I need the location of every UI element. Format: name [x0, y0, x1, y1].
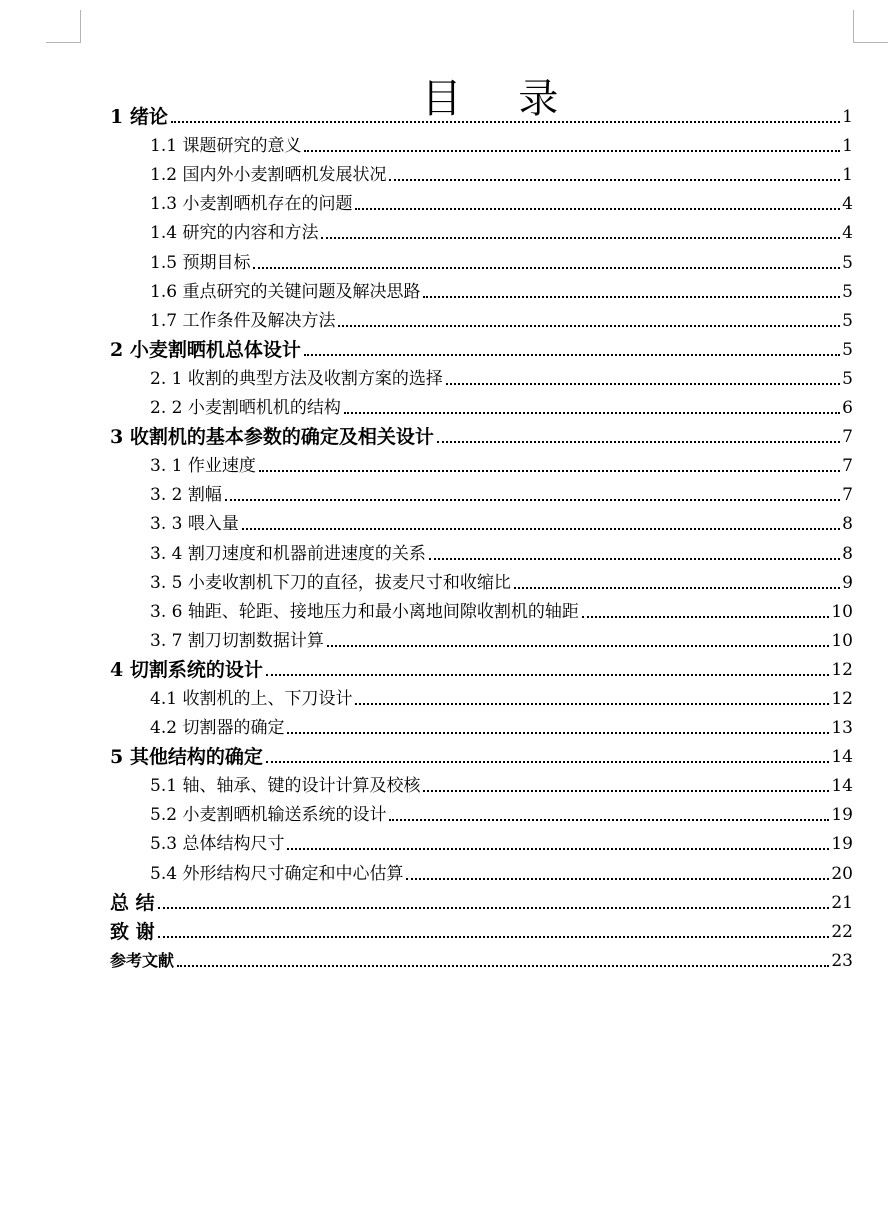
toc-entry-label: 1.2 国内外小麦割晒机发展状况 [150, 165, 387, 186]
toc-entry[interactable] [110, 479, 853, 508]
toc-dot-leader [321, 237, 840, 239]
toc-entry-label: 5.3 总体结构尺寸 [150, 834, 285, 855]
toc-entry-label: 5 其他结构的确定 [110, 746, 263, 769]
toc-entry-page-number: 9 [842, 572, 853, 593]
toc-entry[interactable] [110, 828, 853, 857]
toc-entry-page-number: 14 [831, 776, 853, 797]
toc-entry-label: 3. 7 割刀切割数据计算 [150, 630, 324, 651]
toc-entry-page-number: 10 [831, 601, 853, 622]
toc-dot-leader [287, 732, 829, 734]
toc-entry[interactable] [110, 276, 853, 305]
toc-entry-page-number: 10 [831, 630, 853, 651]
toc-entry[interactable] [110, 159, 853, 188]
toc-entry-page-number: 8 [842, 514, 853, 535]
toc-entry[interactable] [110, 130, 853, 159]
toc-dot-leader [304, 150, 840, 152]
toc-entry-page-number: 21 [831, 892, 853, 913]
toc-entry-label: 3. 5 小麦收割机下刀的直径，拔麦尺寸和收缩比 [150, 572, 511, 593]
toc-entry-label: 4.2 切割器的确定 [150, 718, 285, 739]
toc-dot-leader [406, 878, 829, 880]
toc-entry-label: 5.4 外形结构尺寸确定和中心估算 [150, 863, 404, 884]
toc-entry-page-number: 5 [842, 339, 853, 360]
toc-entry-page-number: 13 [831, 718, 853, 739]
toc-entry-page-number: 7 [842, 485, 853, 506]
toc-dot-leader [266, 761, 830, 763]
toc-entry-label: 4 切割系统的设计 [110, 658, 263, 681]
toc-dot-leader [389, 179, 840, 181]
toc-entry[interactable] [110, 334, 853, 363]
toc-entry-page-number: 7 [842, 427, 853, 448]
toc-entry-label: 1.6 重点研究的关键问题及解决思路 [150, 281, 421, 302]
crop-mark-top-left [46, 10, 81, 43]
toc-dot-leader [327, 645, 830, 647]
toc-entry-label: 3. 4 割刀速度和机器前进速度的关系 [150, 543, 426, 564]
toc-entry[interactable] [110, 799, 853, 828]
toc-entry-label: 1.4 研究的内容和方法 [150, 223, 319, 244]
toc-entry[interactable] [110, 887, 853, 916]
toc-dot-leader [423, 296, 840, 298]
toc-entry-page-number: 20 [831, 863, 853, 884]
toc-entry[interactable] [110, 392, 853, 421]
toc-entry-label: 5.2 小麦割晒机输送系统的设计 [150, 805, 387, 826]
toc-entry-label: 3. 2 割幅 [150, 485, 222, 506]
toc-entry[interactable] [110, 770, 853, 799]
toc-entry[interactable] [110, 217, 853, 246]
toc-entry[interactable] [110, 683, 853, 712]
toc-entry-page-number: 7 [842, 456, 853, 477]
page-title: 目 录 [421, 75, 581, 122]
toc-entry-label: 2 小麦割晒机总体设计 [110, 338, 301, 361]
toc-entry-label: 3. 3 喂入量 [150, 514, 239, 535]
toc-dot-leader [171, 121, 840, 123]
toc-dot-leader [225, 499, 840, 501]
toc-entry-page-number: 12 [831, 659, 853, 680]
toc-entry[interactable] [110, 945, 853, 974]
toc-entry-page-number: 12 [831, 688, 853, 709]
toc-dot-leader [338, 325, 840, 327]
toc-entry-label: 1.7 工作条件及解决方法 [150, 310, 336, 331]
toc-entry[interactable] [110, 567, 853, 596]
toc-entry[interactable] [110, 712, 853, 741]
toc-entry-label: 3. 6 轴距、轮距、接地压力和最小离地间隙收割机的轴距 [150, 601, 579, 622]
toc-entry[interactable] [110, 625, 853, 654]
toc-dot-leader [423, 790, 829, 792]
toc-entry-page-number: 5 [842, 310, 853, 331]
toc-dot-leader [158, 907, 830, 909]
toc-entry-label: 2. 1 收割的典型方法及收割方案的选择 [150, 368, 443, 389]
toc-entry-page-number: 14 [831, 747, 853, 768]
toc-entry-label: 1.5 预期目标 [150, 252, 251, 273]
table-of-contents [110, 101, 853, 974]
toc-entry[interactable] [110, 246, 853, 275]
crop-mark-top-right [853, 10, 888, 43]
toc-entry-label: 总 结 [110, 891, 155, 914]
toc-entry[interactable] [110, 305, 853, 334]
toc-entry-page-number: 19 [831, 834, 853, 855]
toc-entry-page-number: 5 [842, 281, 853, 302]
toc-entry-page-number: 5 [842, 252, 853, 273]
toc-entry-label: 1.1 课题研究的意义 [150, 136, 302, 157]
toc-dot-leader [514, 587, 840, 589]
toc-entry-page-number: 8 [842, 543, 853, 564]
toc-entry-label: 1.3 小麦割晒机存在的问题 [150, 194, 353, 215]
toc-entry[interactable] [110, 654, 853, 683]
toc-entry-page-number: 23 [831, 950, 853, 971]
toc-entry-label: 2. 2 小麦割晒机机的结构 [150, 398, 341, 419]
toc-entry[interactable] [110, 188, 853, 217]
toc-dot-leader [389, 819, 829, 821]
toc-dot-leader [355, 703, 829, 705]
toc-dot-leader [287, 848, 829, 850]
toc-entry[interactable] [110, 508, 853, 537]
toc-entry-page-number: 1 [842, 107, 853, 128]
toc-entry-page-number: 4 [842, 223, 853, 244]
toc-dot-leader [437, 441, 840, 443]
toc-dot-leader [446, 383, 840, 385]
toc-entry[interactable] [110, 450, 853, 479]
toc-dot-leader [304, 354, 840, 356]
toc-entry[interactable] [110, 596, 853, 625]
toc-dot-leader [158, 936, 830, 938]
toc-dot-leader [429, 558, 840, 560]
toc-entry[interactable] [110, 421, 853, 450]
toc-entry-page-number: 22 [831, 921, 853, 942]
toc-entry-label: 4.1 收割机的上、下刀设计 [150, 688, 353, 709]
toc-entry[interactable] [110, 916, 853, 945]
toc-entry[interactable] [110, 741, 853, 770]
toc-dot-leader [266, 674, 830, 676]
toc-dot-leader [344, 412, 840, 414]
toc-entry-page-number: 1 [842, 136, 853, 157]
toc-entry-label: 5.1 轴、轴承、键的设计计算及校核 [150, 776, 421, 797]
toc-entry-page-number: 5 [842, 368, 853, 389]
toc-dot-leader [242, 528, 840, 530]
toc-dot-leader [177, 965, 829, 967]
toc-entry-label: 致 谢 [110, 920, 155, 943]
toc-entry[interactable] [110, 857, 853, 886]
toc-entry-page-number: 6 [842, 398, 853, 419]
toc-entry[interactable] [110, 101, 853, 130]
toc-entry-label: 3. 1 作业速度 [150, 456, 256, 477]
toc-entry-label: 3 收割机的基本参数的确定及相关设计 [110, 426, 434, 449]
toc-entry[interactable] [110, 363, 853, 392]
toc-entry-page-number: 19 [831, 805, 853, 826]
toc-dot-leader [259, 470, 840, 472]
toc-dot-leader [582, 616, 830, 618]
toc-dot-leader [253, 267, 840, 269]
toc-entry-page-number: 1 [842, 165, 853, 186]
toc-dot-leader [355, 208, 840, 210]
toc-entry[interactable] [110, 537, 853, 566]
toc-entry-label: 参考文献 [110, 950, 175, 970]
toc-entry-page-number: 4 [842, 194, 853, 215]
toc-entry-label: 1 绪论 [110, 106, 168, 129]
